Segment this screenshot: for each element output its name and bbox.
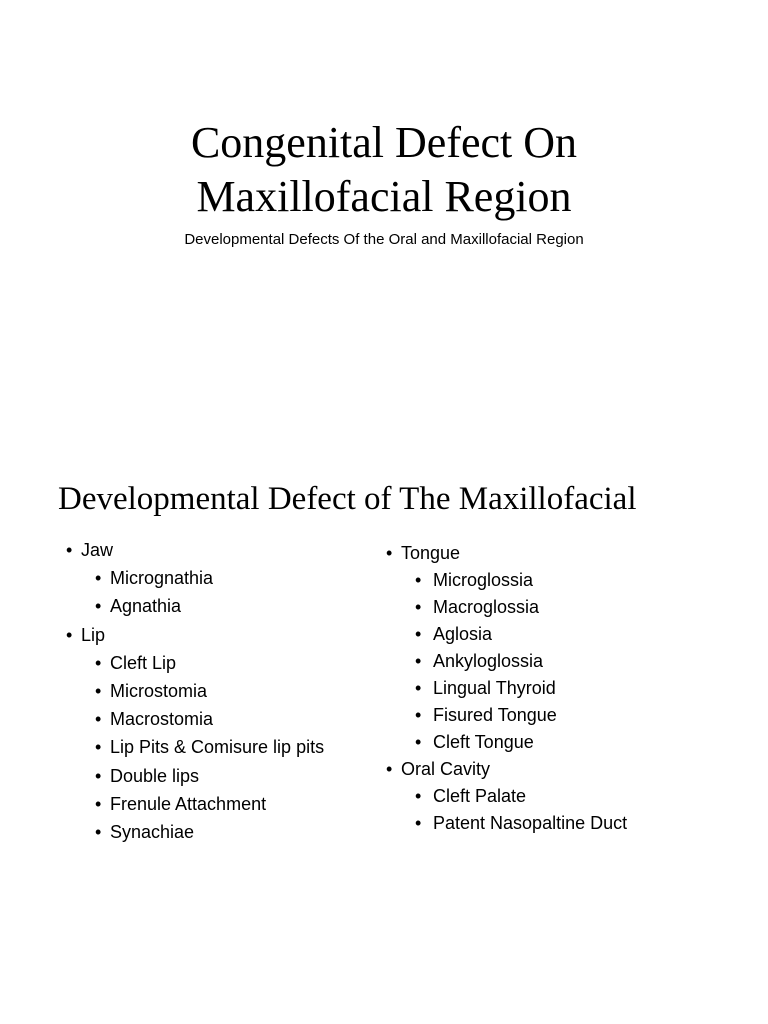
title-slide <box>0 0 768 460</box>
bullet-icon: • <box>415 651 422 671</box>
bullet-item-subitem <box>386 567 627 594</box>
bullet-item-text: Frenule Attachment <box>110 793 267 814</box>
content-slide <box>0 460 768 1024</box>
bullet-item-text: Macroglossia <box>433 597 540 617</box>
bullet-item-text: Synachiae <box>110 822 195 843</box>
bullet-item-subitem <box>386 621 627 648</box>
bullet-item-subitem <box>386 702 627 729</box>
bullet-item-subitem <box>66 705 324 733</box>
bullet-item-text: Fisured Tongue <box>433 705 557 725</box>
bullet-item-category <box>66 621 324 649</box>
bullet-icon: • <box>415 678 422 698</box>
bullet-icon: • <box>386 759 393 779</box>
bullet-item-text: Aglosia <box>433 624 493 644</box>
bullet-item-subitem <box>66 790 324 818</box>
slide-title-line-1: Congenital Defect On <box>190 118 578 167</box>
bullet-item-text: Ankyloglossia <box>433 651 544 671</box>
bullet-item-text: Patent Nasopaltine Duct <box>433 813 628 833</box>
bullet-icon: • <box>95 709 102 730</box>
right-bullet-list <box>386 540 627 837</box>
bullet-item-text: Lingual Thyroid <box>433 678 556 698</box>
left-bullet-list <box>66 536 324 846</box>
bullet-icon: • <box>415 786 422 806</box>
bullet-item-subitem <box>66 649 324 677</box>
bullet-icon: • <box>386 543 393 563</box>
bullet-item-category <box>66 536 324 564</box>
bullet-icon: • <box>415 705 422 725</box>
bullet-icon: • <box>415 597 422 617</box>
bullet-icon: • <box>95 822 102 843</box>
slide-title <box>0 116 768 224</box>
bullet-icon: • <box>95 765 102 786</box>
bullet-icon: • <box>95 652 102 673</box>
bullet-item-text: Double lips <box>110 765 200 786</box>
bullet-item-text: Agnathia <box>110 596 182 617</box>
bullet-icon: • <box>66 540 73 560</box>
bullet-item-subitem <box>66 677 324 705</box>
bullet-item-text: Tongue <box>401 543 461 563</box>
bullet-item-text: Lip Pits & Comisure lip pits <box>110 737 325 758</box>
bullet-item-subitem <box>66 733 324 761</box>
bullet-item-category <box>386 756 627 783</box>
bullet-item-text: Cleft Tongue <box>433 732 534 752</box>
bullet-item-subitem <box>386 810 627 837</box>
bullet-item-text: Microglossia <box>433 570 534 590</box>
bullet-item-subitem <box>66 564 324 592</box>
bullet-item-subitem <box>66 762 324 790</box>
bullet-item-subitem <box>386 783 627 810</box>
bullet-item-text: Micrognathia <box>110 568 214 589</box>
bullet-item-text: Lip <box>81 624 106 645</box>
slide-title-line-2: Maxillofacial Region <box>196 172 572 221</box>
bullet-item-category <box>386 540 627 567</box>
bullet-icon: • <box>415 570 422 590</box>
bullet-icon: • <box>95 737 102 758</box>
bullet-icon: • <box>415 732 422 752</box>
bullet-item-subitem <box>66 818 324 846</box>
bullet-icon: • <box>66 624 73 645</box>
bullet-item-subitem <box>386 729 627 756</box>
bullet-item-subitem <box>386 594 627 621</box>
bullet-item-subitem <box>386 648 627 675</box>
bullet-icon: • <box>95 596 102 617</box>
bullet-item-text: Jaw <box>81 540 114 560</box>
bullet-icon: • <box>95 793 102 814</box>
bullet-item-text: Microstomia <box>110 681 208 702</box>
bullet-item-subitem <box>66 592 324 620</box>
slide-subtitle: Developmental Defects Of the Oral and Maxillofacial Region <box>184 231 584 248</box>
bullet-item-text: Macrostomia <box>110 709 214 730</box>
content-slide-title: Developmental Defect of The Maxillofacial <box>58 481 637 517</box>
bullet-item-text: Cleft Palate <box>433 786 527 806</box>
bullet-icon: • <box>415 813 422 833</box>
bullet-item-text: Oral Cavity <box>401 759 491 779</box>
bullet-icon: • <box>95 568 102 589</box>
bullet-icon: • <box>415 624 422 644</box>
bullet-item-text: Cleft Lip <box>110 652 177 673</box>
bullet-icon: • <box>95 681 102 702</box>
bullet-item-subitem <box>386 675 627 702</box>
